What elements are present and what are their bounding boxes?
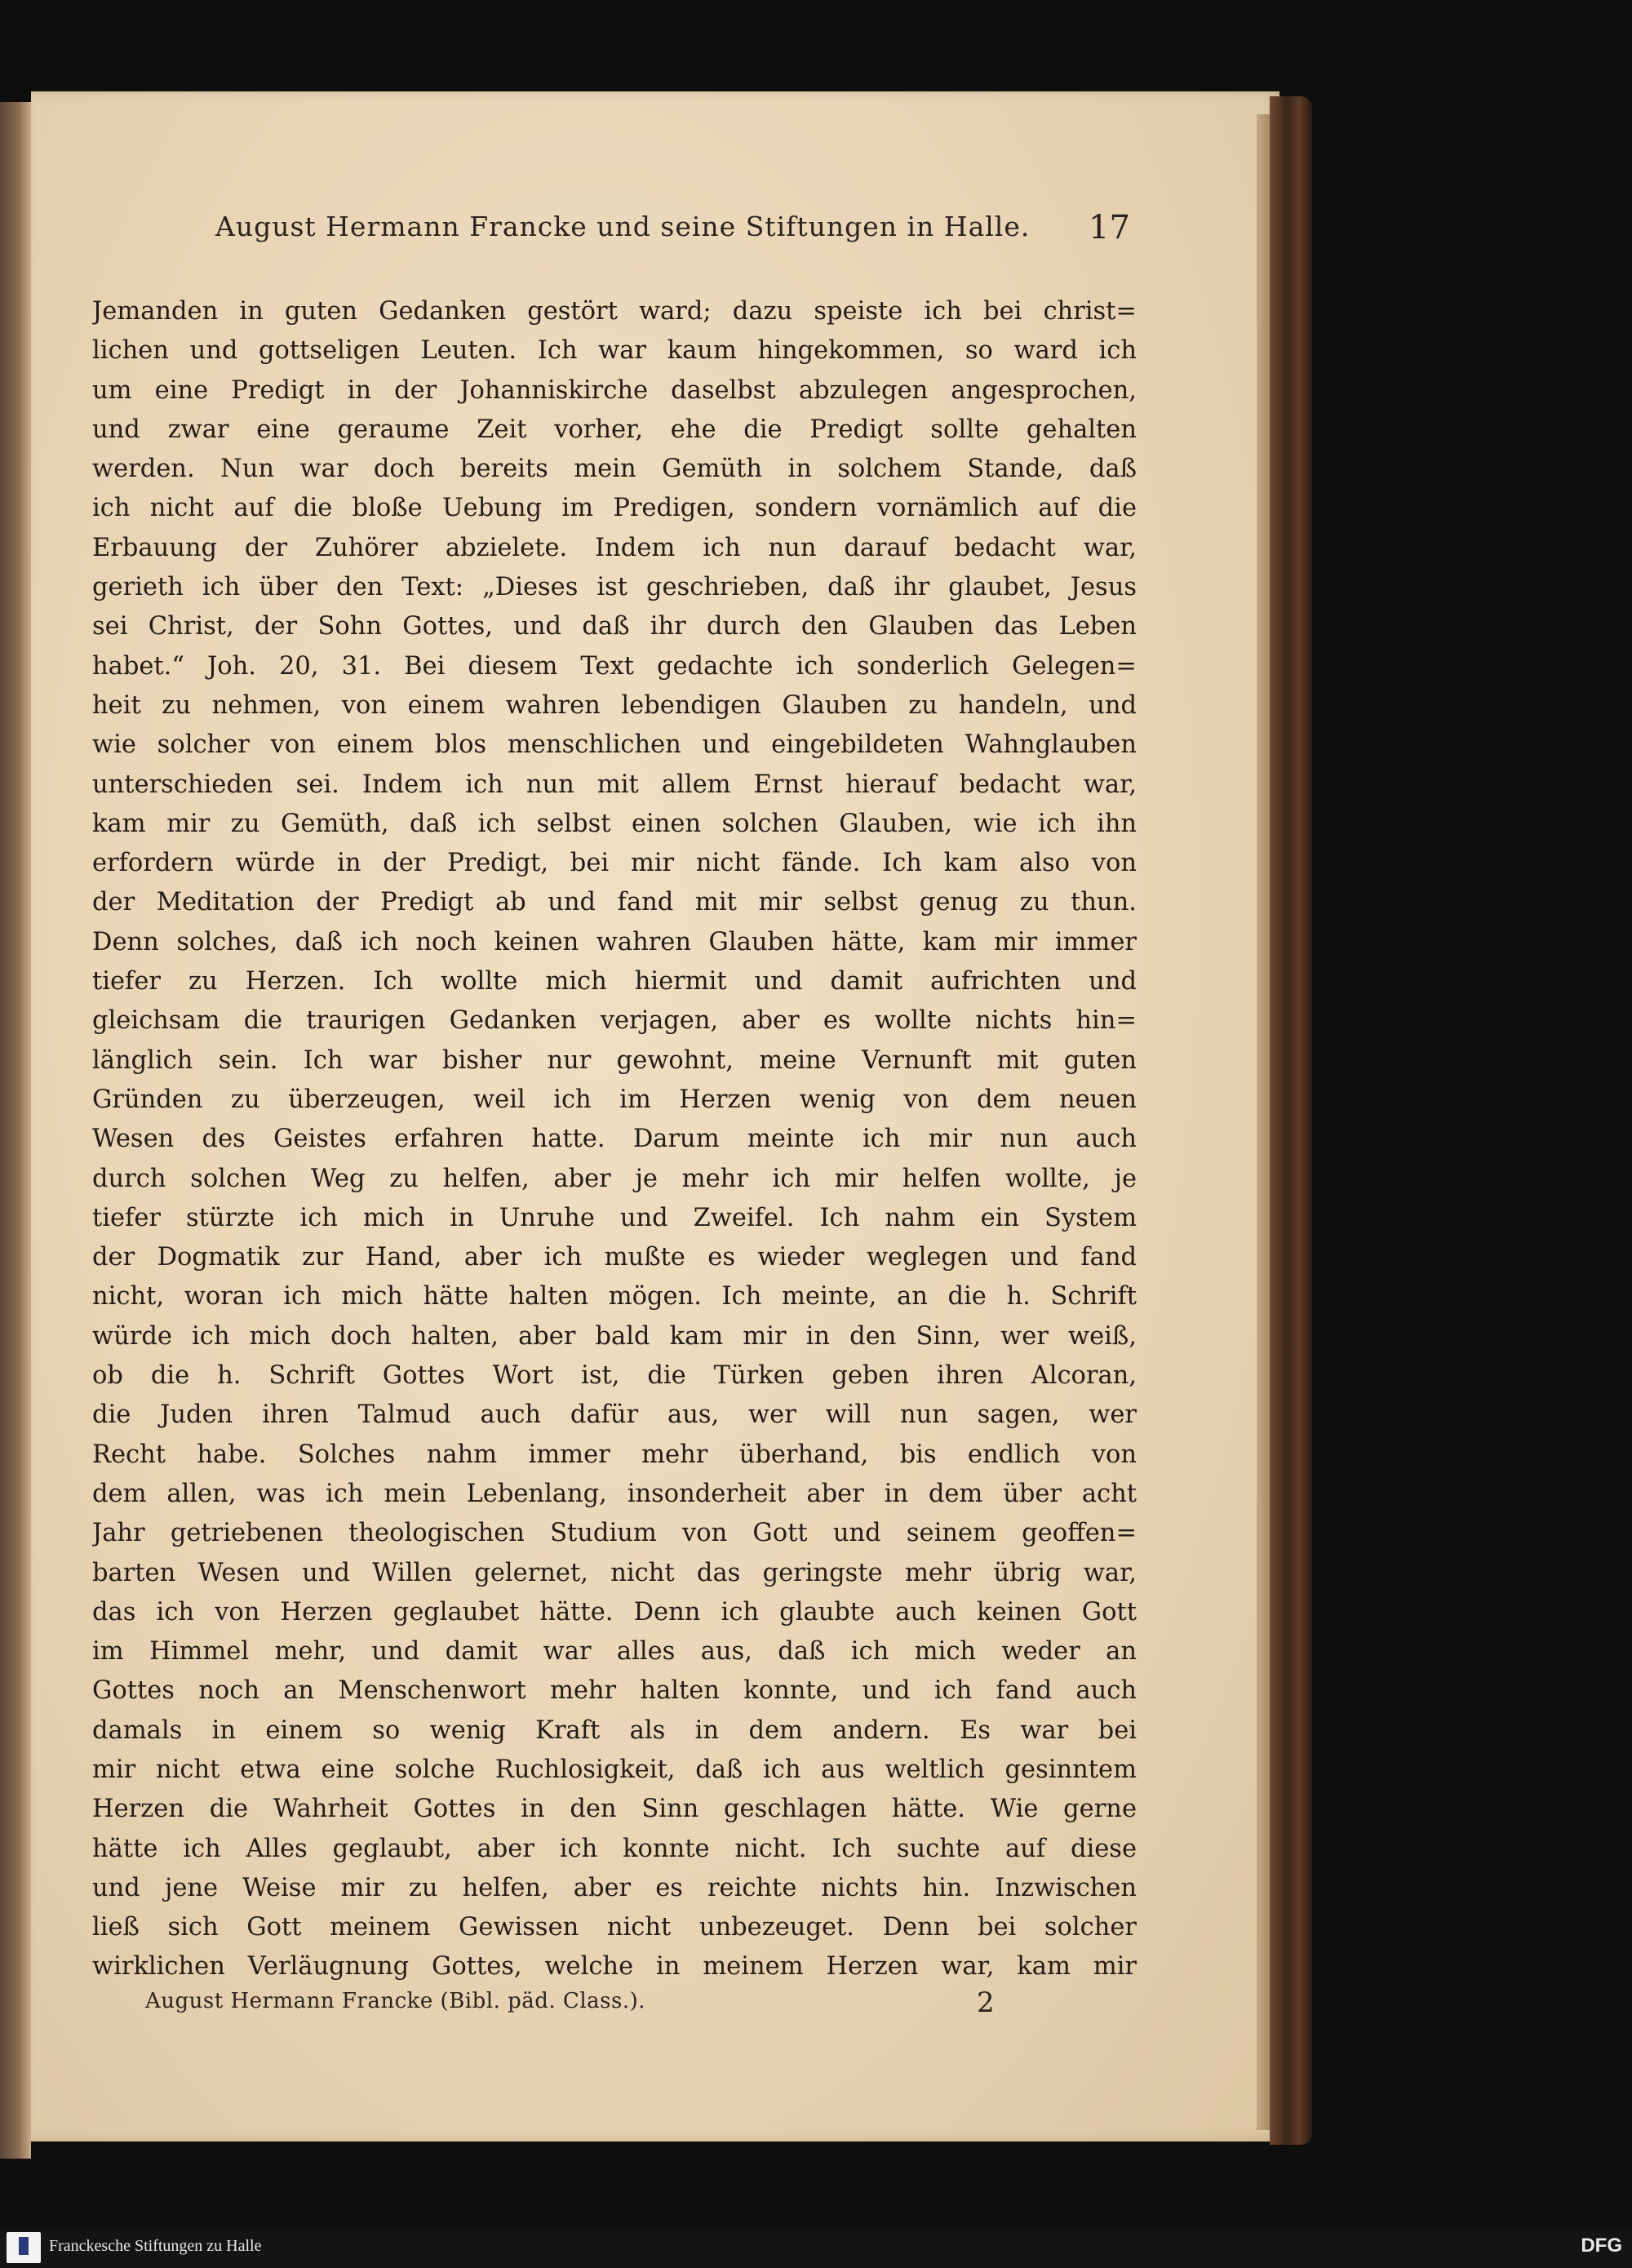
institution-label[interactable]: Franckesche Stiftungen zu Halle	[49, 2237, 262, 2255]
text-line: damals in einem so wenig Kraft als in dem andern. Es war bei	[92, 1715, 1137, 1745]
signature-number: 2	[977, 1986, 995, 2019]
text-line: und jene Weise mir zu helfen, aber es reichte nichts hin. Inzwischen	[92, 1873, 1137, 1902]
viewer-footer-bar	[0, 2227, 1632, 2268]
text-line: werden. Nun war doch bereits mein Gemüth in solchem Stande, daß	[92, 455, 1137, 484]
text-line: Herzen die Wahrheit Gottes in den Sinn geschlagen hätte. Wie gerne	[92, 1795, 1137, 1824]
text-line: heit zu nehmen, von einem wahren lebendigen Glauben zu handeln, und	[92, 690, 1137, 720]
text-line: Jemanden in guten Gedanken gestört ward; dazu speiste ich bei christ=	[92, 297, 1137, 326]
text-line: durch solchen Weg zu helfen, aber je mehr ich mir helfen wollte, je	[92, 1164, 1137, 1193]
text-line: Denn solches, daß ich noch keinen wahren Glauben hätte, kam mir immer	[92, 927, 1137, 956]
page-number: 17	[1089, 209, 1130, 246]
text-line: wie solcher von einem blos menschlichen und eingebildeten Wahnglauben	[92, 730, 1137, 760]
running-header: August Hermann Francke und seine Stiftungen in Halle.	[215, 211, 1031, 242]
text-line: unterschieden sei. Indem ich nun mit allem Ernst hierauf bedacht war,	[92, 770, 1137, 799]
book-spine	[1270, 96, 1312, 2145]
text-line: Gottes noch an Menschenwort mehr halten konnte, und ich fand auch	[92, 1676, 1137, 1706]
body-text	[92, 292, 1137, 1987]
text-line: erfordern würde in der Predigt, bei mir nicht fände. Ich kam also von	[92, 849, 1137, 878]
text-line: hätte ich Alles geglaubt, aber ich konnte nicht. Ich suchte auf diese	[92, 1834, 1137, 1863]
text-line: um eine Predigt in der Johanniskirche daselbst abzulegen angesprochen,	[92, 375, 1137, 405]
text-line: mir nicht etwa eine solche Ruchlosigkeit, daß ich aus weltlich gesinntem	[92, 1755, 1137, 1784]
text-line: gleichsam die traurigen Gedanken verjagen, aber es wollte nichts hin=	[92, 1006, 1137, 1036]
text-line: das ich von Herzen geglaubet hätte. Denn ich glaubte auch keinen Gott	[92, 1597, 1137, 1627]
text-line: ich nicht auf die bloße Uebung im Predigen, sondern vornämlich auf die	[92, 494, 1137, 523]
text-line: im Himmel mehr, und damit war alles aus, daß ich mich weder an	[92, 1637, 1137, 1667]
franckesche-stiftungen-logo-icon	[7, 2232, 41, 2263]
text-line: habet.“ Joh. 20, 31. Bei diesem Text gedachte ich sonderlich Gelegen=	[92, 651, 1137, 681]
text-line: Recht habe. Solches nahm immer mehr überhand, bis endlich von	[92, 1440, 1137, 1469]
text-line: dem allen, was ich mein Lebenlang, insonderheit aber in dem über acht	[92, 1479, 1137, 1508]
text-line: die Juden ihren Talmud auch dafür aus, wer will nun sagen, wer	[92, 1400, 1137, 1430]
text-line: nicht, woran ich mich hätte halten mögen. Ich meinte, an die h. Schrift	[92, 1282, 1137, 1312]
text-line: kam mir zu Gemüth, daß ich selbst einen solchen Glauben, wie ich ihn	[92, 809, 1137, 838]
text-line: tiefer zu Herzen. Ich wollte mich hiermit und damit aufrichten und	[92, 967, 1137, 996]
text-line: Wesen des Geistes erfahren hatte. Darum meinte ich mir nun auch	[92, 1125, 1137, 1154]
text-line: und zwar eine geraume Zeit vorher, ehe die Predigt sollte gehalten	[92, 415, 1137, 444]
text-line: barten Wesen und Willen gelernet, nicht das geringste mehr übrig war,	[92, 1558, 1137, 1587]
book-left-page-edge	[0, 102, 31, 2159]
text-line: ob die h. Schrift Gottes Wort ist, die Türken geben ihren Alcoran,	[92, 1361, 1137, 1391]
text-line: lichen und gottseligen Leuten. Ich war kaum hingekommen, so ward ich	[92, 336, 1137, 366]
text-line: tiefer stürzte ich mich in Unruhe und Zweifel. Ich nahm ein System	[92, 1203, 1137, 1232]
text-line: sei Christ, der Sohn Gottes, und daß ihr durch den Glauben das Leben	[92, 612, 1137, 641]
text-line: ließ sich Gott meinem Gewissen nicht unbezeuget. Denn bei solcher	[92, 1913, 1137, 1942]
signature-mark: August Hermann Francke (Bibl. päd. Class.).	[145, 1989, 645, 2013]
text-line: Gründen zu überzeugen, weil ich im Herzen wenig von dem neuen	[92, 1085, 1137, 1114]
text-line: länglich sein. Ich war bisher nur gewohnt, meine Vernunft mit guten	[92, 1045, 1137, 1075]
dfg-logo[interactable]: DFG	[1581, 2235, 1622, 2257]
text-line: würde ich mich doch halten, aber bald kam mir in den Sinn, wer weiß,	[92, 1321, 1137, 1351]
text-line: gerieth ich über den Text: „Dieses ist geschrieben, daß ihr glaubet, Jesus	[92, 573, 1137, 602]
text-line: Jahr getriebenen theologischen Studium von Gott und seinem geoffen=	[92, 1519, 1137, 1548]
text-line: der Meditation der Predigt ab und fand mit mir selbst genug zu thun.	[92, 888, 1137, 917]
text-line: Erbauung der Zuhörer abzielete. Indem ich nun darauf bedacht war,	[92, 533, 1137, 562]
text-line: der Dogmatik zur Hand, aber ich mußte es wieder weglegen und fand	[92, 1243, 1137, 1272]
text-line: wirklichen Verläugnung Gottes, welche in meinem Herzen war, kam mir	[92, 1952, 1137, 1982]
